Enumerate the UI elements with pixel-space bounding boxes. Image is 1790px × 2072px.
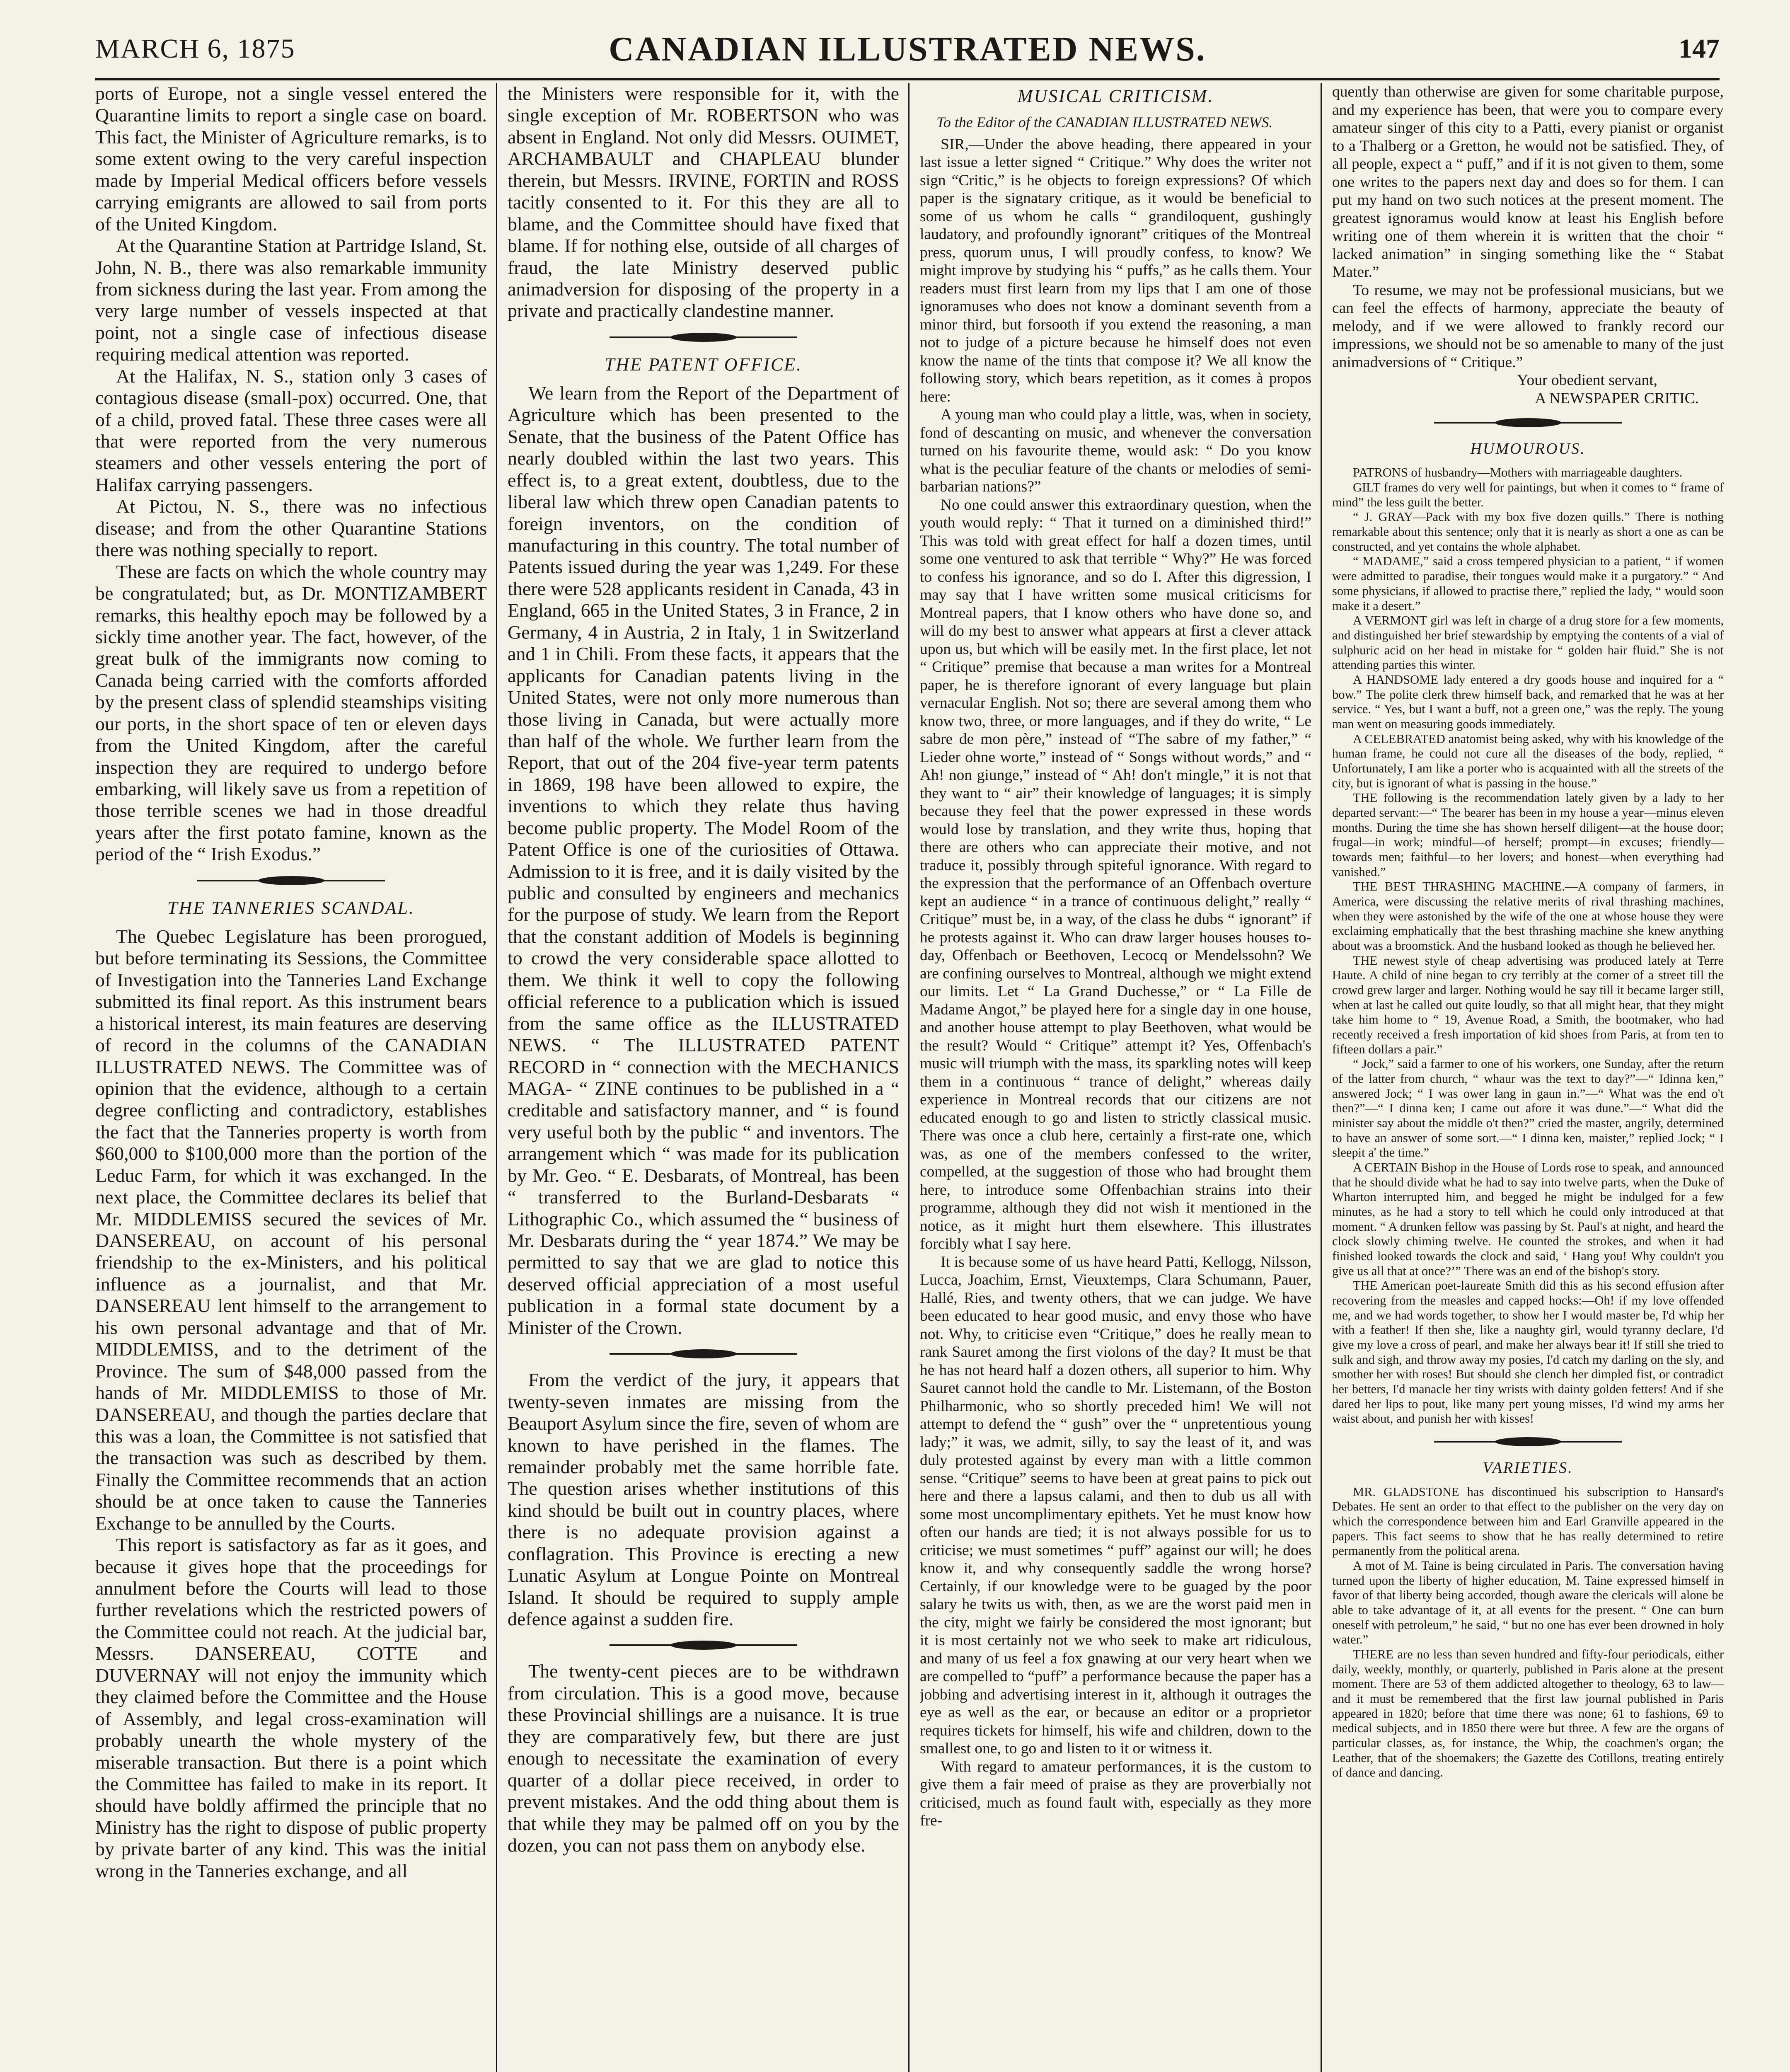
article-paragraph: At Pictou, N. S., there was no infectious disease; and from the other Quarantine Stations there was nothing specially to report. [95, 496, 487, 561]
letter-paragraph: To resume, we may not be professional musicians, but we can feel the effects of harmony, appreciate the beauty of melody, and if we were allowed to frankly record our impressions, we should not be so amenable to many of the just animadversions of “ Critique.” [1332, 281, 1724, 371]
article-paragraph: At the Halifax, N. S., station only 3 cases of contagious disease (small-pox) occurred. One, that of a child, proved fatal. These three cases were all that were reported from the very numerous steamers and other vessels entering the port of Halifax carrying passengers. [95, 365, 487, 495]
article-paragraph: These are facts on which the whole country may be congratulated; but, as Dr. MONTIZAMBERT remarks, this healthy epoch may be followed by a sickly time another year. The fact, however, of the great bulk of the immigrants now coming to Canada being carried with the comforts afforded by the present class of splendid steamships visiting our ports, in the short space of ten or eleven days from the United Kingdom, after the careful inspection they are required to undergo before embarking, will likely save us from a repetition of those terrible scenes we had in those dreadful years after the first potato famine, known as the period of the “ Irish Exodus.” [95, 561, 487, 865]
humour-item: THE American poet-laureate Smith did this as his second effusion after recovering from the measles and capped hocks:—Oh! if my love offended me, and we had words together, to show her I would master be, I'd whip her with a feather! If then she, like a naughty girl, would tyranny declare, I'd give my love a cross of pearl, and make her always bear it! If still she tried to sulk and sigh, and throw away my posies, I'd catch my darling on the sly, and smother her with roses! But should she clench her dimpled fist, or contradict her betters, I'd manacle her tiny wrists with dainty golden fetters! And if she dared her lips to pout, like many pert young misses, I'd wind my arms her waist about, and punish her with kisses! [1332, 1278, 1724, 1426]
humour-item: THE following is the recommendation lately given by a lady to her departed servant:—“ The bearer has been in my house a year—minus eleven months. During the time she has shown herself diligent—at the house door; frugal—in work; mindful—of herself; prompt—in excuses; friendly—towards men; faithful—to her lovers; and honest—when everything had vanished.” [1332, 791, 1724, 879]
section-ornament [610, 1348, 798, 1360]
humour-item: A HANDSOME lady entered a dry goods house and inquired for a “ bow.” The polite clerk threw himself back, and remarked that he was at her service. “ Yes, but I want a buff, not a green one,” was the reply. The young man went on measuring goods immediately. [1332, 672, 1724, 731]
letter-continuation [1332, 83, 1724, 407]
section-ornament [197, 874, 385, 887]
column-rule [1321, 83, 1322, 2072]
letter-paragraph: With regard to amateur performances, it is the custom to give them a fair meed of praise as they are proverbially not criticised, much as found fault with, especially as they more fre- [920, 1758, 1311, 1830]
humourous-section [1332, 440, 1724, 1780]
letter-address: To the Editor of the CANADIAN ILLUSTRATED NEWS. [936, 114, 1273, 131]
column-rule [908, 83, 910, 2072]
page-number: 147 [1679, 34, 1720, 64]
section-ornament [1434, 416, 1622, 429]
column-2 [508, 83, 899, 2072]
humour-item: THE newest style of cheap advertising was produced lately at Terre Haute. A child of nine began to cry terribly at the corner of a street till the crowd grew larger and larger. Nothing would he say till it became larger still, when at last he called out quite loudly, so that all might hear, that they might take him home to “ 19, Avenue Road, a Smith, the bootmaker, who had recently received a fresh importation of kid shoes from Paris, at from ten to fifteen dollars a pair.” [1332, 953, 1724, 1056]
humour-item: PATRONS of husbandry—Mothers with marriageable daughters. [1353, 465, 1683, 480]
letter-paragraph: quently than otherwise are given for some charitable purpose, and my experience has been, that were you to compare every amateur singer of this city to a Patti, every pianist or organist to a Thalberg or a Gretton, he would not be satisfied. They, of all people, expect a “ puff,” and if it is not given to them, some one writes to the papers next day and does so for them. I can put my hand on two such notices at the present moment. The greatest ignoramus would know at least his English before writing one of them wherein it is written that the choir “ lacked animation” in singing something like the “ Stabat Mater.” [1332, 83, 1724, 281]
newspaper-title: CANADIAN ILLUSTRATED NEWS. [609, 30, 1206, 68]
letter-signature: A NEWSPAPER CRITIC. [1535, 390, 1699, 407]
section-heading-humourous: HUMOUROUS. [1470, 440, 1586, 457]
issue-date: MARCH 6, 1875 [95, 34, 295, 64]
column-4 [1332, 83, 1724, 2072]
letter-paragraph: It is because some of us have heard Patti, Kellogg, Nilsson, Lucca, Joachim, Ernst, Vieuxtemps, Clara Schumann, Pauer, Hallé, Ries, and twenty others, that we can judge. We have been educated to hear good music, and envy those who have not. Why, to criticise even “Critique,” does he really mean to rank Sauret among the first violons of the day? It must be that he has not heard half a dozen others, all superior to him. Why Sauret cannot hold the candle to Mr. Listemann, of the Boston Philharmonic, who so shortly preceded him! We will not attempt to defend the “ gush” over the “ unpretentious young lady;” it was, we admit, silly, to say the least of it, and was duly protested against by every man with a little common sense. “Critique” seems to have been at great pains to pick out here and there a lapsus calami, and then to dub us all with some most uncomplimentary epithets. Yet he must know how often our hands are tied; it is not always possible for us to criticise; we must sometimes “ puff” against our will; he does know it, and why consequently saddle the wrong horse? Certainly, if our knowledge were to be guaged by the poor salary he twits us with, then, as we are the worst paid men in the city, might we fairly be considered the most ignorant; but it is most certainly not we who seek to make art ridiculous, and many of us feel a fox gnawing at our very heart when we are compelled to “puff” a performance because the paper has a jobbing and advertising interest in it, although it outrages the eye as well as the ear, or because an editor or a proprietor requires tickets for himself, his wife and children, down to the smallest one, to go and listen to it or witness it. [920, 1253, 1311, 1757]
article-paragraph: From the verdict of the jury, it appears that twenty-seven inmates are missing from the Beauport Asylum since the fire, seven of whom are known to have perished in the flames. The remainder probably met the same horrible fate. The question arises whether institutions of this kind should be built out in country places, where there is no adequate provision against a conflagration. This Province is erecting a new Lunatic Asylum at Longue Pointe on Montreal Island. It should be required to supply ample defence against a sudden fire. [508, 1369, 899, 1630]
section-ornament [610, 331, 798, 344]
article-paragraph: This report is satisfactory as far as it goes, and because it gives hope that the proceedings for annulment before the Courts will lead to those further revelations which the restricted powers of the Committee could not reach. At the judicial bar, Messrs. DANSEREAU, COTTE and DUVERNAY will not enjoy the immunity which they claimed before the Committee and the House of Assembly, and legal cross-examination will probably unearth the whole mystery of the miserable transaction. But there is a point which the Committee has failed to make in its report. It should have boldly affirmed the principle that no Ministry has the right to dispose of public property by private barter of any kind. This was the initial wrong in the Tanneries exchange, and all [95, 1534, 487, 1881]
section-ornament [610, 1639, 798, 1651]
article-paragraph: We learn from the Report of the Department of Agriculture which has been presented to the Senate, that the business of the Patent Office has nearly doubled within the last two years. This effect is, to a great extent, doubtless, due to the liberal law which threw open Canadian patents to foreign inventors, on the condition of manufacturing in this country. The total number of Patents issued during the year was 1,249. For these there were 528 applicants resident in Canada, 43 in England, 665 in the United States, 3 in France, 2 in Germany, 4 in Austria, 2 in Italy, 1 in Switzerland and 1 in Chili. From these facts, it appears that the applicants for Canadian patents living in the United States, were not only more numerous than those living in Canada, but were actually more than half of the whole. We further learn from the Report, that out of the 204 five-year term patents in 1869, 198 have been allowed to expire, the inventions to which they relate thus having become public property. The Model Room of the Patent Office is one of the curiosities of Ottawa. Admission to it is free, and it is daily visited by the public and consulted by engineers and mechanics for the purpose of study. We learn from the Report that the constant addition of Models is beginning to crowd the very considerable space allotted to them. We think it well to copy the following official reference to a publication which is issued from the same office as the ILLUSTRATED NEWS. “ The ILLUSTRATED PATENT RECORD in “ connection with the MECHANICS MAGA- “ ZINE continues to be published in a “ creditable and satisfactory manner, and “ is found very useful both by the public “ and inventors. The arrangement which “ was made for its publication by Mr. Geo. “ E. Desbarats, of Montreal, has been “ transferred to the Burland-Desbarats “ Lithographic Co., which assumed the “ business of Mr. Desbarats during the “ year 1874.” We may be permitted to say that we are glad to notice this deserved official appreciation of a most useful publication in a formal state document by a Minister of the Crown. [508, 382, 899, 1338]
masthead [95, 29, 1720, 80]
section-ornament [1434, 1435, 1622, 1448]
letter-closing: Your obedient servant, [1517, 372, 1657, 389]
column-1 [95, 83, 487, 2072]
humour-item: A CELEBRATED anatomist being asked, why with his knowledge of the human frame, he could not cure all the diseases of the body, replied, “ Unfortunately, I am like a porter who is acquainted with all the streets of the city, but is ignorant of what is passing in the house.” [1332, 731, 1724, 790]
variety-item: MR. GLADSTONE has discontinued his subscription to Hansard's Debates. He sent an order to that effect to the publisher on the very day on which the correspondence between him and Earl Granville appeared in the papers. This fact seems to show that he has really determined to retire permanently from the political arena. [1332, 1484, 1724, 1558]
letter-paragraph: A young man who could play a little, was, when in society, fond of descanting on music, and whenever the conversation turned on his favourite theme, would ask: “ Do you know what is the peculiar feature of the chants or melodies of semi-barbarian nations?” [920, 406, 1311, 496]
section-heading-patent-office: THE PATENT OFFICE. [604, 354, 803, 375]
section-heading-varieties: VARIETIES. [1483, 1459, 1573, 1477]
column-rule [496, 83, 497, 2072]
section-heading-tanneries: THE TANNERIES SCANDAL. [167, 897, 415, 918]
humour-item: “ MADAME,” said a cross tempered physician to a patient, “ if women were admitted to paradise, their tongues would make it a purgatory.” “ And some physicians, if allowed to practise there,” replied the lady, “ would soon make it a desert.” [1332, 554, 1724, 613]
article-paragraph: At the Quarantine Station at Partridge Island, St. John, N. B., there was also remarkable immunity from sickness during the last year. From among the very large number of vessels inspected at that point, not a single case of infectious disease requiring medical attention was reported. [95, 235, 487, 365]
article-paragraph: The twenty-cent pieces are to be withdrawn from circulation. This is a good move, because these Provincial shillings are a nuisance. It is true they are comparatively few, but there are just enough to necessitate the examination of every quarter of a dollar piece received, in order to prevent mistakes. And the odd thing about them is that while they may be palmed off on you by the dozen, you can not pass them on anybody else. [508, 1661, 899, 1856]
variety-item: A mot of M. Taine is being circulated in Paris. The conversation having turned upon the liberty of higher education, M. Taine expressed himself in favor of that liberty being accorded, though aware the clericals will alone be able to take advantage of it, at all events for the present. “ One can burn oneself with petroleum,” he said, “ but no one has ever been drowned in holy water.” [1332, 1558, 1724, 1647]
section-heading-musical-criticism: MUSICAL CRITICISM. [1017, 86, 1214, 106]
humour-item: “ J. GRAY—Pack with my box five dozen quills.” There is nothing remarkable about this sentence; only that it is nearly as short a one as can be constructed, and yet contains the whole alphabet. [1332, 510, 1724, 554]
article-paragraph: ports of Europe, not a single vessel entered the Quarantine limits to report a single case on board. This fact, the Minister of Agriculture remarks, is to some extent owing to the very careful inspection made by Imperial Medical officers before vessels carrying emigrants are allowed to sail from ports of the United Kingdom. [95, 83, 487, 235]
letter-paragraph: SIR,—Under the above heading, there appeared in your last issue a letter signed “ Critique.” Why does the writer not sign “Critic,” is he objects to foreign expressions? Of which paper is the signatary critique, as it would be beneficial to some of us whom he calls “ grandiloquent, gushingly laudatory, and profoundly ignorant” critiques of the Montreal press, quorum unus, I will proudly confess, to know? We might improve by studying his “ puffs,” as he calls them. Your readers must first learn from my lips that I am one of those ignoramuses who does not know a dominant seventh from a minor third, but forsooth if you extend the reasoning, a man not to judge of a picture because he himself does not even know the name of the tints that compose it? We all know the following story, which bears repetition, as it comes à propos here: [920, 136, 1311, 405]
humour-item: GILT frames do very well for paintings, but when it comes to “ frame of mind” the less guilt the better. [1332, 480, 1724, 509]
humour-item: THE BEST THRASHING MACHINE.—A company of farmers, in America, were discussing the relative merits of rival thrashing machines, when they were astonished by the wife of the one at whose house they were exclaiming emphatically that the best thrashing machine she knew anything about was a broomstick. And the husband looked as though he believed her. [1332, 879, 1724, 953]
letter-paragraph: No one could answer this extraordinary question, when the youth would reply: “ That it turned on a diminished third!” This was told with great effect for half a dozen times, until some one ventured to ask that terrible “ Why?” He was forced to confess his ignorance, and so do I. After this digression, I may say that I have written some musical criticisms for Montreal papers, that I know others who have done so, and will do my best to answer what appears at first a clever attack upon us, but which will be easily met. In the first place, let not “ Critique” premise that because a man writes for a Montreal paper, he is therefore ignorant of every language but plain vernacular English. Not so; there are several among them who know two, three, or more languages, and if they do write, “ Le sabre de mon père,” instead of “The sabre of my father,” “ Lieder ohne worte,” instead of “ Songs without words,” and “ Ah! non giunge,” instead of “ Ah! don't mingle,” it is not that they want to “ air” their knowledge of languages; it is simply because they feel that the power expressed in these words would lose by translation, and they write thus, hoping that there are others who can appreciate their motive, and not traduce it, possibly through spiteful ignorance. With regard to the expression that the performance of an Offenbach overture kept an audience “ in a trance of continuous delight,” really “ Critique” must be, in a way, of the class he dubs “ ignorant” if he protests against it. Who can draw larger houses houses to-day, Offenbach or Beethoven, Lecocq or Mendelssohn? We are confining ourselves to Montreal, although we might extend our limits. Let “ La Grand Duchesse,” or “ La Fille de Madame Angot,” be played here for a single day in one house, and another house attempt to play Beethoven, what would be the result? Would “ Critique” attempt it? Yes, Offenbach's music will triumph with the mass, its sparkling notes will keep them in a continuous “ trance of delight,” whereas daily experience in Montreal records that our citizens are not educated enough to go and listen to strictly classical music. There was once a club here, certainly a first-rate one, which was, as one of the members confessed to the writer, compelled, at the suggestion of those who had brought them here, to introduce some Offenbachian strains into their programme, although they did not wish it mentioned in the notice, as it might hurt them elsewhere. This illustrates forcibly what I say here. [920, 496, 1311, 1253]
humour-item: A VERMONT girl was left in charge of a drug store for a few moments, and distinguished her brief stewardship by emptying the contents of a vial of sulphuric acid on her head in mistake for “ golden hair fluid.” She is not attending parties this winter. [1332, 613, 1724, 672]
column-3 [920, 83, 1311, 2072]
humour-item: “ Jock,” said a farmer to one of his workers, one Sunday, after the return of the latter from church, “ whaur was the text to day?”—“ Idinna ken,” answered Jock; “ I was ower lang in gaun in.”—“ What was the end o't then?”—“ I dinna ken; I came out afore it was dune.”—“ What did the minister say about the middle o't then?” cried the master, angrily, determined to have an answer of some sort.—“ I dinna ken, maister,” replied Jock; “ I sleepit a' the time.” [1332, 1057, 1724, 1160]
article-paragraph: the Ministers were responsible for it, with the single exception of Mr. ROBERTSON who was absent in England. Not only did Messrs. OUIMET, ARCHAMBAULT and CHAPLEAU blunder therein, but Messrs. IRVINE, FORTIN and ROSS tacitly consented to it. For this they are all to blame, and the Committee should have fixed that blame. If for nothing else, outside of all charges of fraud, the late Ministry deserved public animadversion for disposing of the property in a private and practically clandestine manner. [508, 83, 899, 322]
humour-item: A CERTAIN Bishop in the House of Lords rose to speak, and announced that he should divide what he had to say into twelve parts, when the Duke of Wharton interrupted him, and begged he might be indulged for a few minutes, as he had a story to tell which he could only introduced at that moment. “ A drunken fellow was passing by St. Paul's at night, and heard the clock slowly chiming twelve. He counted the strokes, and when it had finished looked towards the clock and said, ‘ Hang you! Why couldn't you give us all that at once?’” There was an end of the bishop's story. [1332, 1160, 1724, 1278]
article-paragraph: The Quebec Legislature has been prorogued, but before terminating its Sessions, the Committee of Investigation into the Tanneries Land Exchange submitted its final report. As this instrument bears a historical interest, its main features are deserving of record in the columns of the CANADIAN ILLUSTRATED NEWS. The Committee was of opinion that the evidence, although to a certain degree conflicting and contradictory, establishes the fact that the Tanneries property is worth from $60,000 to $100,000 more than the portion of the Leduc Farm, for which it was exchanged. In the next place, the Committee declares its belief that Mr. MIDDLEMISS secured the sevices of Mr. DANSEREAU, on account of his personal friendship to the ex-Ministers, and his political influence as a journalist, and that Mr. DANSEREAU lent himself to the arrangement to his own personal advantage and that of Mr. MIDDLEMISS, and to the detriment of the Province. The sum of $48,000 passed from the hands of Mr. MIDDLEMISS to those of Mr. DANSEREAU, and though the parties declare that this was a loan, the Committee is not satisfied that the transaction was such as described by them. Finally the Committee recommends that an action should be at once taken to cause the Tanneries Exchange to be annulled by the Courts. [95, 925, 487, 1534]
variety-item: THERE are no less than seven hundred and fifty-four periodicals, either daily, weekly, monthly, or quarterly, published in Paris alone at the present moment. There are 53 of them addicted altogether to theology, 63 to law—and it must be remembered that the first law journal published in Paris appeared in 1820; before that time there was none; 61 to fashions, 69 to medical subjects, and in 1850 there were but three. A few are the organs of particular classes, as, for instance, the Whip, the coachmen's organ; the Leather, that of the shoemakers; the Gazette des Cotillons, treating entirely of dance and dancing. [1332, 1647, 1724, 1780]
